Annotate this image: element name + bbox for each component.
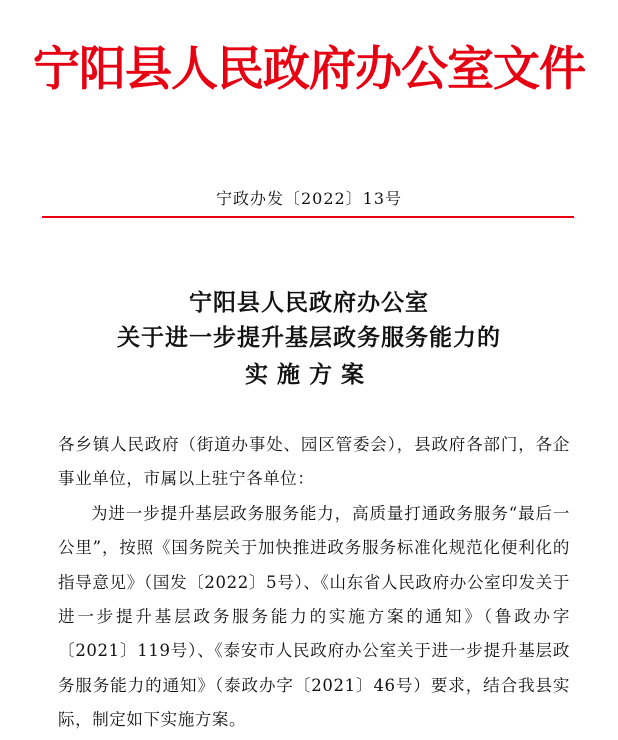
document-body bbox=[58, 428, 570, 738]
document-title-line-2: 关于进一步提升基层政务服务能力的 bbox=[117, 324, 501, 351]
document-title-line-3: 实施方案 bbox=[245, 361, 373, 388]
red-divider-line bbox=[42, 216, 574, 218]
document-masthead: 宁阳县人民政府办公室文件 bbox=[33, 42, 585, 97]
document-title-line-1: 宁阳县人民政府办公室 bbox=[189, 289, 429, 316]
document-number: 宁政办发〔2022〕13号 bbox=[215, 189, 403, 208]
addressee-paragraph: 各乡镇人民政府（街道办事处、园区管委会），县政府各部门，各企事业单位，市属以上驻宁各单位： bbox=[58, 435, 570, 489]
body-paragraph-1: 为进一步提升基层政务服务能力，高质量打通政务服务“最后一公里”，按照《国务院关于加快推进政务服务标准化规范化便利化的指导意见》（国发〔2022〕5号）、《山东省人民政府办公室印发关于进一步提升基层政务服务能力的实施方案的通知》（鲁政办字〔2021〕119号）、《泰安市人民政府办公室关于进一步提升基层政务服务能力的通知》（泰政办字〔2021〕46号）要求，结合我县实际，制定如下实施方案。 bbox=[58, 503, 570, 730]
